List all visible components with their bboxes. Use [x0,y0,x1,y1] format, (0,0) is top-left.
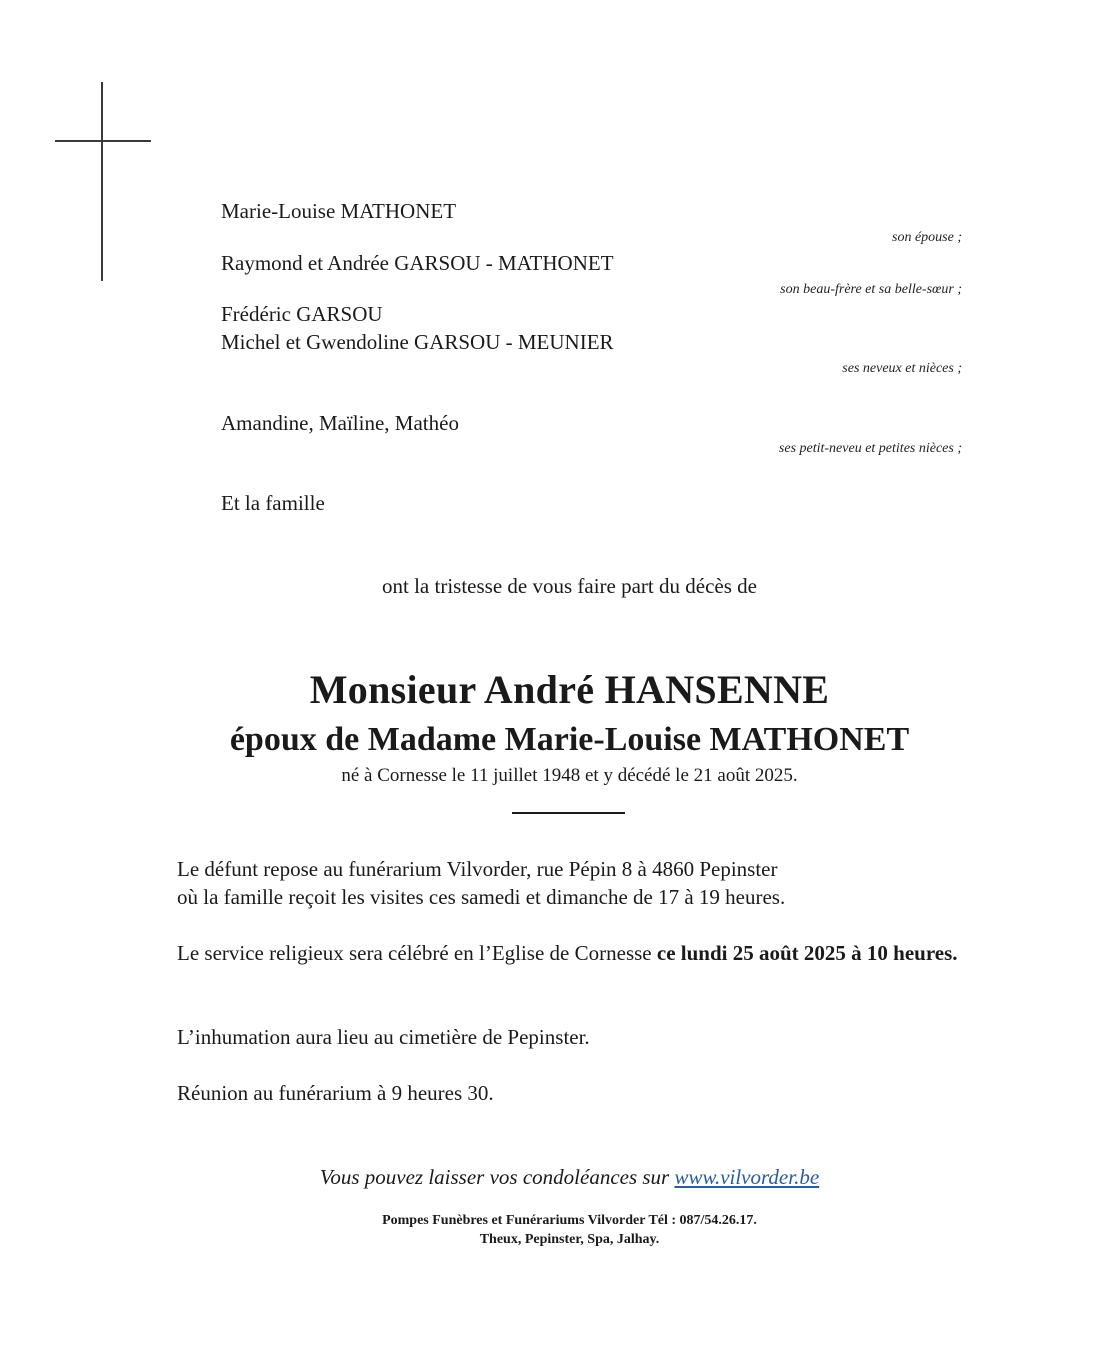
service-paragraph [177,939,977,967]
footer-line: Theux, Pepinster, Spa, Jalhay. [479,1232,660,1247]
footer-line: Pompes Funèbres et Funérariums Vilvorder Tél : 087/54.26.17. [382,1213,757,1228]
service-date: ce lundi 25 août 2025 à 10 heures. [656,941,958,965]
gathering-paragraph: Réunion au funérarium à 9 heures 30. [177,1081,494,1105]
intro-text: ont la tristesse de vous faire part du décès de [382,574,757,598]
family-name: Amandine, Maïline, Mathéo [221,411,459,435]
family-name: Raymond et Andrée GARSOU - MATHONET [221,251,614,275]
deceased-name: Monsieur André HANSENNE [309,667,830,712]
family-relation: son épouse ; [892,230,962,245]
spouse-line: époux de Madame Marie-Louise MATHONET [229,721,910,758]
cross-icon [101,82,103,281]
repose-line: où la famille reçoit les visites ces samedi et dimanche de 17 à 19 heures. [177,885,786,909]
cross-icon-bar [55,140,151,142]
condolences-line [0,1163,1099,1191]
family-name: Et la famille [221,491,325,515]
footer [0,1211,1099,1249]
website-link[interactable]: www.vilvorder.be [674,1165,820,1189]
burial-paragraph: L’inhumation aura lieu au cimetière de Pepinster. [177,1025,590,1049]
family-name: Marie-Louise MATHONET [221,199,457,223]
birth-death-dates: né à Cornesse le 11 juillet 1948 et y décédé le 21 août 2025. [341,765,798,786]
family-name: Frédéric GARSOU [221,302,383,326]
service-text: Le service religieux sera célébré en l’Eglise de Cornesse [177,941,657,965]
repose-paragraph [177,855,977,911]
family-name: Michel et Gwendoline GARSOU - MEUNIER [221,330,614,354]
repose-line: Le défunt repose au funérarium Vilvorder, rue Pépin 8 à 4860 Pepinster [177,857,778,881]
family-relation: son beau-frère et sa belle-sœur ; [780,282,962,297]
family-relation: ses petit-neveu et petites nièces ; [778,441,962,456]
condolences-text: Vous pouvez laisser vos condoléances sur [319,1165,675,1189]
divider [512,812,625,814]
family-relation: ses neveux et nièces ; [842,361,962,376]
